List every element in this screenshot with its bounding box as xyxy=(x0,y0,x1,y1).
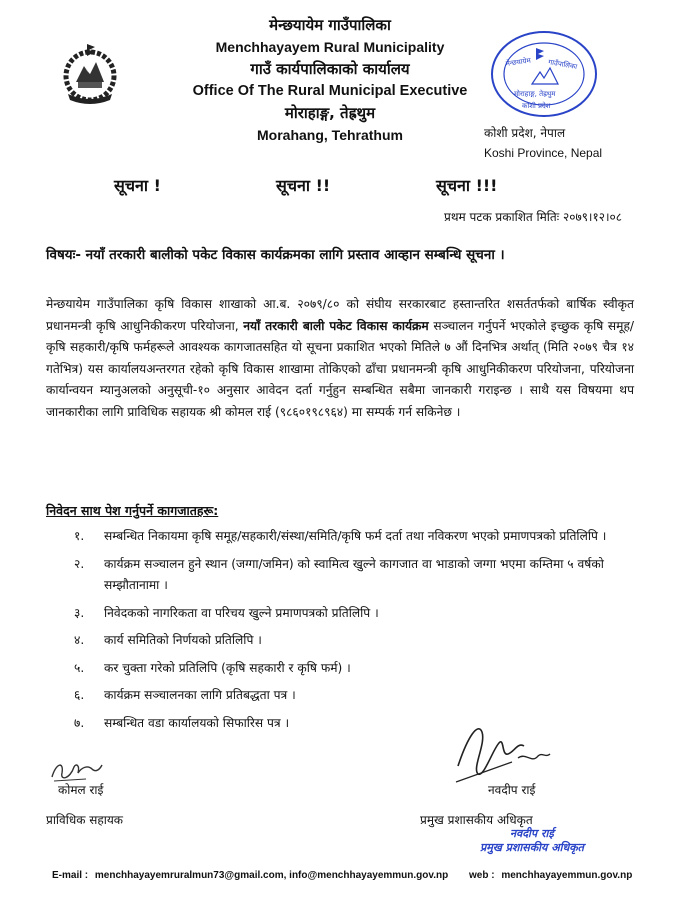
website-link[interactable]: menchhayayemmun.gov.np xyxy=(501,870,633,881)
list-item xyxy=(74,658,630,680)
list-item-text: कर चुक्ता गरेको प्रतिलिपि (कृषि सहकारी र कृषि फर्म) । xyxy=(104,660,351,675)
right-signatory-title: प्रमुख प्रशासकीय अधिकृत xyxy=(420,813,533,827)
province-np: कोशी प्रदेश, नेपाल xyxy=(484,126,566,140)
body-text-bold: नयाँ तरकारी बाली पकेट विकास कार्यक्रम xyxy=(243,318,429,333)
name-stamp: नवदीप राई xyxy=(510,827,554,840)
list-item xyxy=(74,526,630,548)
list-item xyxy=(74,554,630,597)
office-name-np: गाउँ कार्यपालिकाको कार्यालय xyxy=(250,60,410,78)
left-signatory-title: प्राविधिक सहायक xyxy=(46,813,124,827)
documents-title: निवेदन साथ पेश गर्नुपर्ने कागजातहरू: xyxy=(46,503,219,518)
list-item-number: १. xyxy=(74,529,85,543)
list-item-number: २. xyxy=(74,556,85,571)
list-item xyxy=(74,603,630,625)
list-item-text: कार्य समितिको निर्णयको प्रतिलिपि । xyxy=(104,633,262,647)
notice-heading-2: सूचना !! xyxy=(276,176,331,195)
svg-text:गाउँपालिका: गाउँपालिका xyxy=(547,58,578,72)
body-text-part1: मेन्छयायेम गाउँपालिका कृषि विकास शाखाको आ.ब. २०७९/८० को संघीय सरकारबाट हस्तान्तरित शसर्ततर्फको बार्षिक स्वीकृत प्रधानमन्त्री कृषि आधुनिकीकरण परियोजना, xyxy=(46,297,634,333)
list-item xyxy=(74,685,630,707)
list-item-number: ६. xyxy=(74,688,85,702)
svg-text:मोराहाङ्ग, तेह्रथुम: मोराहाङ्ग, तेह्रथुम xyxy=(514,90,556,98)
designation-stamp: प्रमुख प्रशासकीय अधिकृत xyxy=(480,841,584,854)
notice-heading-3: सूचना !!! xyxy=(436,176,498,195)
list-item-number: ५. xyxy=(74,660,85,675)
list-item-text: निवेदकको नागरिकता वा परिचय खुल्ने प्रमाणपत्रको प्रतिलिपि । xyxy=(104,605,379,620)
list-item-number: ७. xyxy=(74,715,85,730)
email-addresses[interactable]: menchhayayemruralmun73@gmail.com, info@menchhayayemmun.gov.np xyxy=(94,870,449,881)
place-en: Morahang, Tehrathum xyxy=(257,127,403,143)
list-item-text: सम्बन्धित वडा कार्यालयको सिफारिस पत्र । xyxy=(104,715,290,730)
body-text-part2: सञ्चालन गर्नुपर्ने भएकोले इच्छुक कृषि समूह/कृषि सहकारी/कृषि फर्महरूले आवश्यक कागजातसहित यो सूचना प्रकाशित भएको मितिले ७ औं दिनभित्र अर्थात् (मिति २०७९ चैत्र १४ गतेभित्र) यस कार्यालयअन्तरगत रहेको कृषि विकास शाखामा तोकिएको ढाँचा प्रधानमन्त्री कृषि आधुनिकीकरण परियोजना, परियोजना कार्यान्वयन म्यानुअलको अनुसूची-१० अनुसार आवेदन दर्ता गर्नुहुन सम्बन्धित सबैमा जानकारी गराइन्छ । साथै यस विषयमा थप जानकारीका लागि प्राविधिक सहायक श्री कोमल राई (९८६०१९८९६४) मा सम्पर्क गर्न सकिनेछ । xyxy=(46,318,635,419)
list-item-number: ३. xyxy=(74,605,85,620)
nepal-emblem-icon xyxy=(54,38,126,108)
svg-text:मेन्छयायेम: मेन्छयायेम xyxy=(505,56,532,68)
list-item-text: कार्यक्रम सञ्चालन हुने स्थान (जग्गा/जमिन) को स्वामित्व खुल्ने कागजात वा भाडाको जग्गा भएमा कम्तिमा ५ वर्षको सम्झौतानामा । xyxy=(104,556,604,592)
svg-text:कोशी प्रदेश: कोशी प्रदेश xyxy=(522,102,551,110)
web-label: web : xyxy=(469,870,495,881)
place-np: मोराहाङ्ग, तेह्रथुम xyxy=(284,104,376,122)
footer-contact xyxy=(52,870,652,881)
office-name-en: Office Of The Rural Municipal Executive xyxy=(192,83,468,99)
email-label: E-mail : xyxy=(52,870,89,881)
list-item-number: ४. xyxy=(74,633,85,647)
letterhead xyxy=(160,14,500,146)
publication-date: प्रथम पटक प्रकाशित मितिः २०७९।१२।०८ xyxy=(444,210,622,224)
list-item-text: कार्यक्रम सञ्चालनका लागि प्रतिबद्धता पत्र । xyxy=(104,688,296,702)
municipality-name-np: मेन्छयायेम गाउँपालिका xyxy=(269,16,391,34)
right-signature xyxy=(448,716,558,786)
province-en: Koshi Province, Nepal xyxy=(484,146,603,160)
notice-heading-1: सूचना ! xyxy=(114,176,161,195)
right-signatory-name: नवदीप राई xyxy=(488,783,536,797)
list-item-text: सम्बन्धित निकायमा कृषि समूह/सहकारी/संस्था/समिति/कृषि फर्म दर्ता तथा नविकरण भएको प्रमाणपत्रको प्रतिलिपि । xyxy=(104,529,607,543)
notice-body xyxy=(46,294,634,424)
office-seal-stamp xyxy=(488,26,600,122)
list-item xyxy=(74,630,630,652)
documents-list xyxy=(74,526,630,740)
left-signatory-name: कोमल राई xyxy=(58,783,104,797)
subject-line: विषयः- नयाँ तरकारी बालीको पकेट विकास कार्यक्रमका लागि प्रस्ताव आव्हान सम्बन्धि सूचना । xyxy=(46,247,505,263)
municipality-name-en: Menchhayayem Rural Municipality xyxy=(215,39,445,55)
